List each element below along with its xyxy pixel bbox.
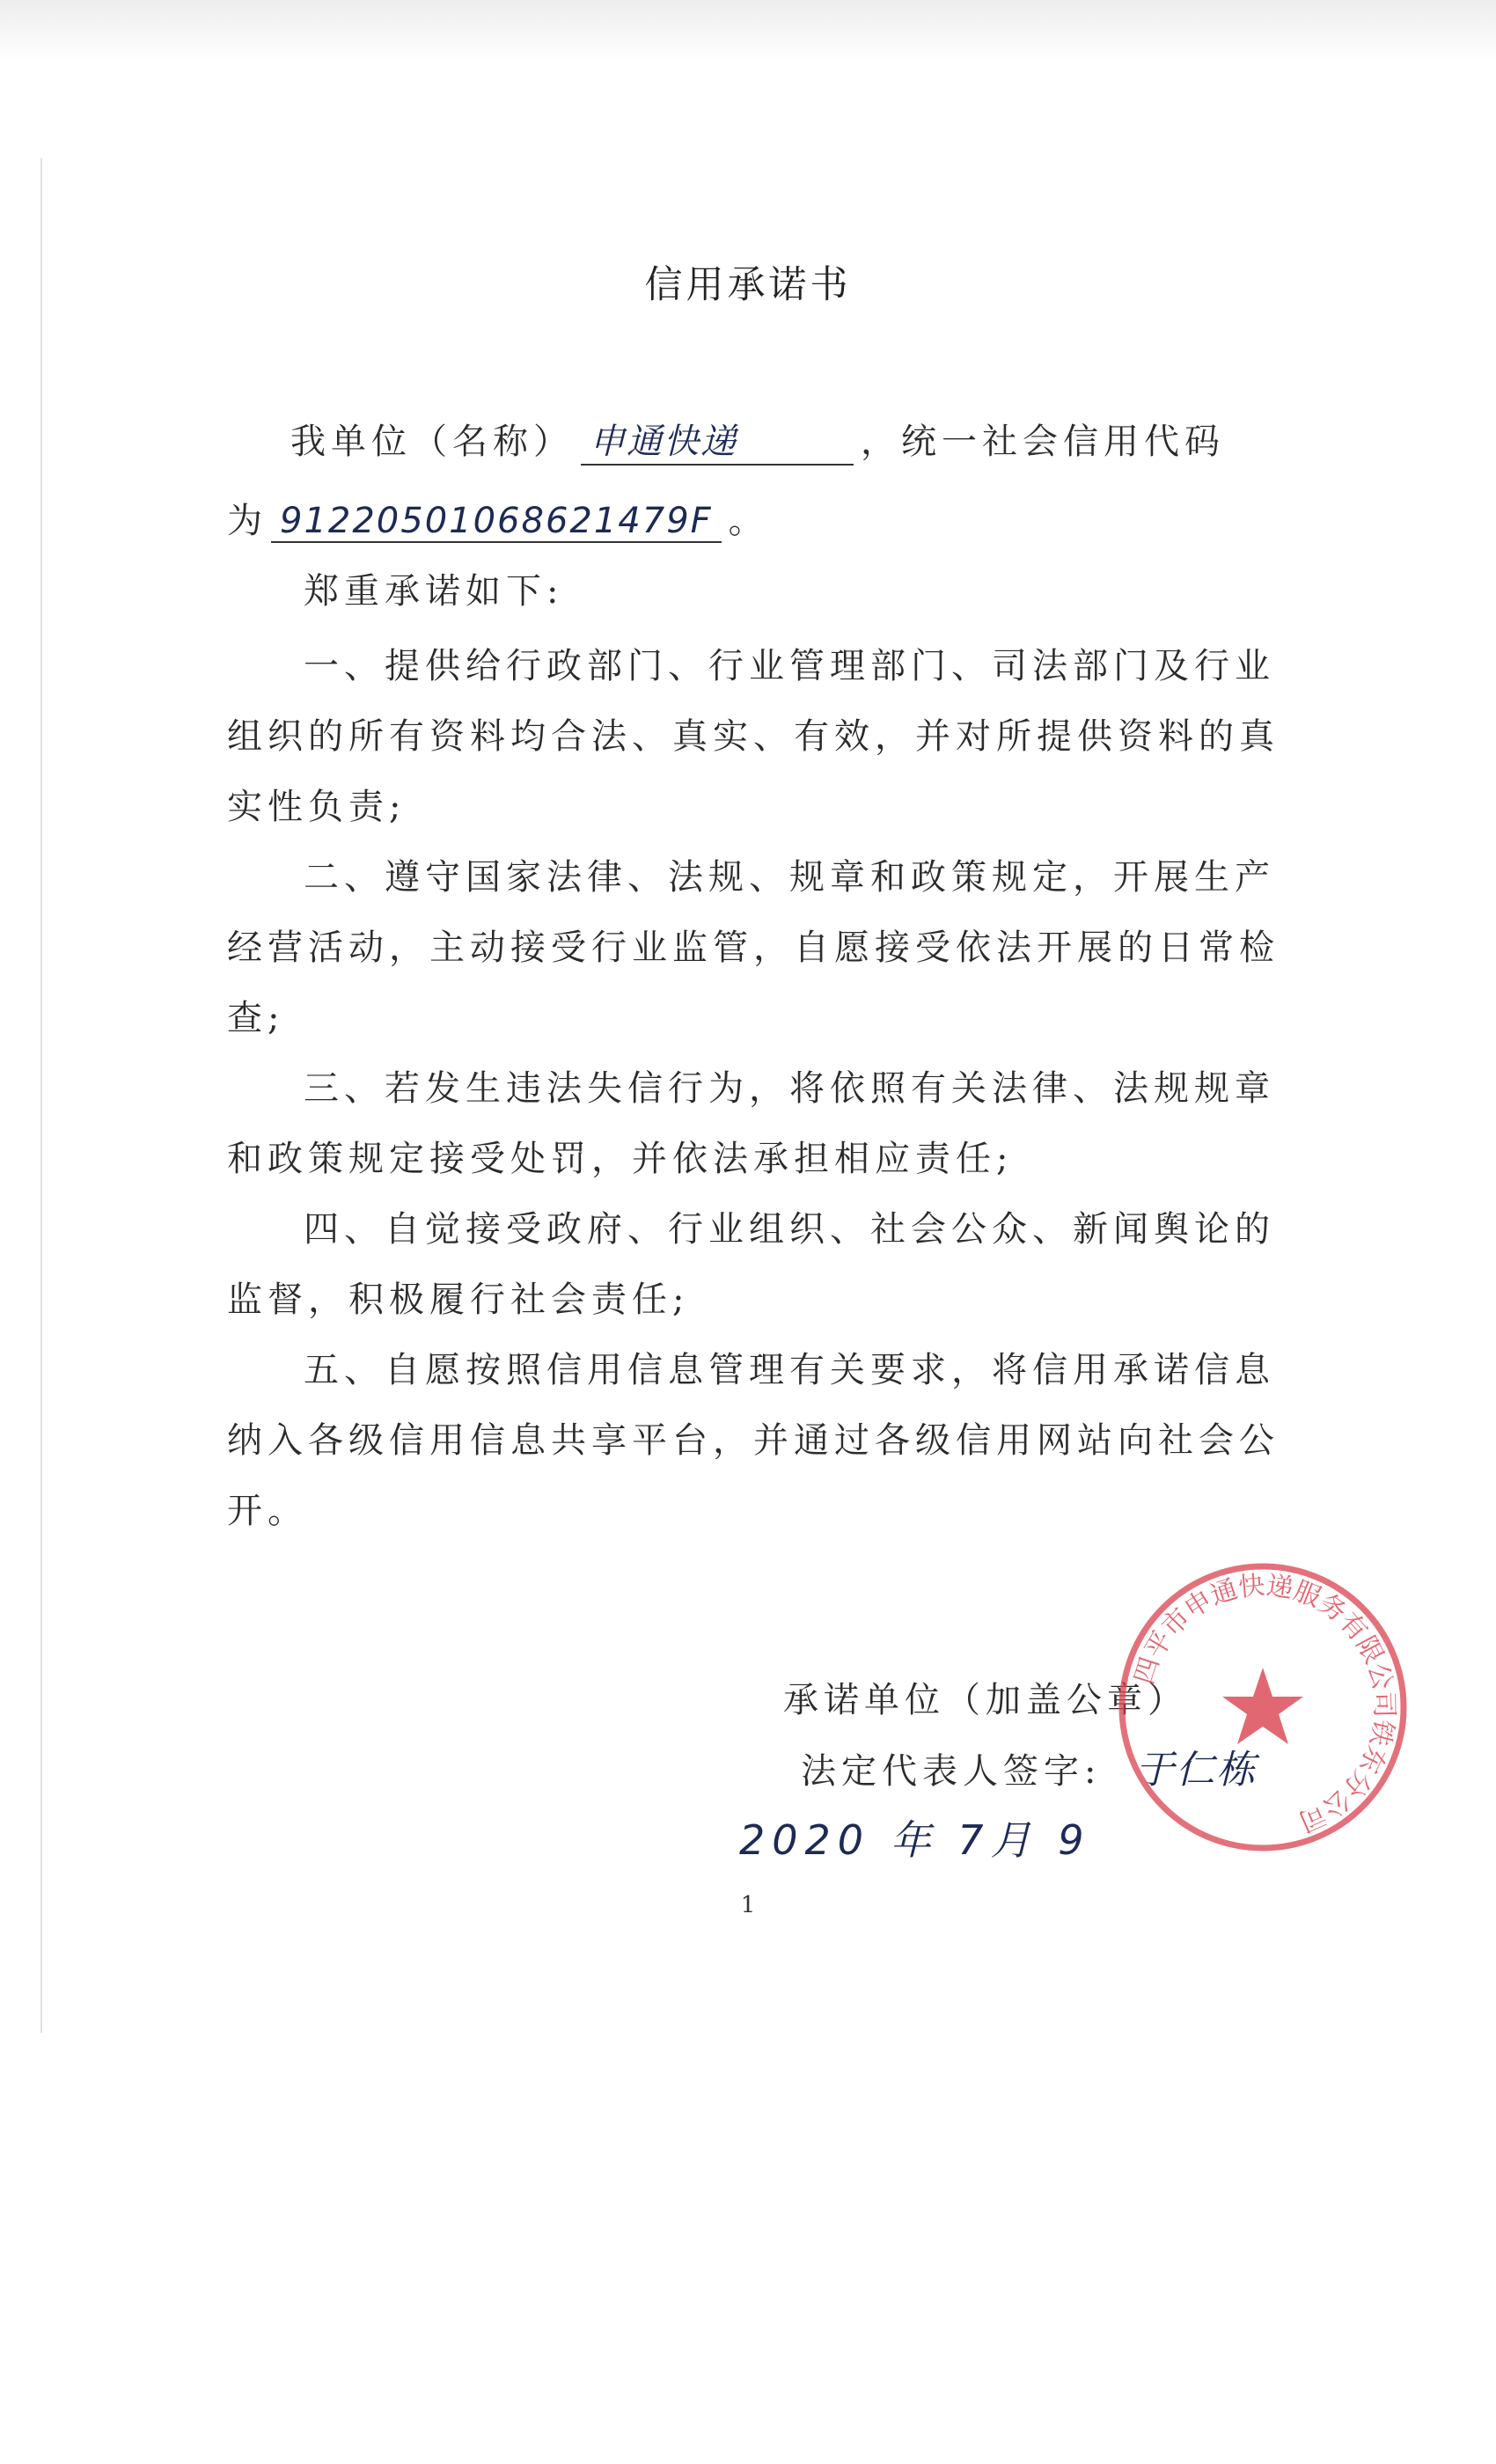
para-4-line-1: 四、自觉接受政府、行业组织、社会公众、新闻舆论的 [304, 1209, 1275, 1250]
intro-line-2 [227, 493, 769, 543]
seal-text: 四平市申通快递服务有限公司铁东分公司 [1128, 1570, 1400, 1837]
company-seal [1113, 1558, 1412, 1857]
intro-line2-suffix: 。 [728, 501, 769, 541]
para-2-line-1: 二、遵守国家法律、法规、规章和政策规定，开展生产 [304, 857, 1275, 898]
seal-star-icon [1222, 1668, 1303, 1744]
document-title: 信用承诺书 [644, 263, 852, 307]
page-number: 1 [740, 1892, 756, 1918]
intro-middle: ，统一社会信用代码 [861, 422, 1225, 462]
para-5-line-3: 开。 [227, 1491, 308, 1531]
para-1-line-2: 组织的所有资料均合法、真实、有效，并对所提供资料的真 [227, 716, 1280, 757]
company-name-handwritten: 申通快递 [590, 422, 737, 462]
legal-rep-signature: 于仁栋 [1135, 1748, 1258, 1793]
intro-line2-prefix: 为 [227, 501, 268, 541]
para-4-line-2: 监督，积极履行社会责任; [227, 1280, 690, 1320]
para-5-line-1: 五、自愿按照信用信息管理有关要求，将信用承诺信息 [304, 1350, 1275, 1390]
para-3-line-2: 和政策规定接受处罚，并依法承担相应责任; [227, 1139, 1014, 1179]
credit-code-field [271, 501, 722, 543]
promise-unit-label: 承诺单位（加盖公章） [783, 1680, 1188, 1720]
para-2-line-2: 经营活动，主动接受行业监管，自愿接受依法开展的日常检 [227, 928, 1280, 968]
para-1-line-3: 实性负责; [227, 787, 407, 827]
para-3-line-1: 三、若发生违法失信行为，将依照有关法律、法规规章 [304, 1068, 1275, 1109]
para-1-line-1: 一、提供给行政部门、行业管理部门、司法部门及行业 [304, 646, 1275, 686]
intro-line-1 [290, 414, 1225, 466]
signature-date: 2020 年 7月 9 [739, 1816, 1091, 1864]
para-5-line-2: 纳入各级信用信息共享平台，并通过各级信用网站向社会公 [227, 1420, 1280, 1461]
commit-heading: 郑重承诺如下: [304, 571, 564, 612]
scan-edge-line [40, 158, 42, 2033]
para-2-line-3: 查; [227, 998, 285, 1038]
company-name-field [581, 414, 854, 466]
scan-shadow-top [0, 0, 1496, 62]
legal-rep-label: 法定代表人签字: [801, 1751, 1102, 1792]
intro-prefix: 我单位（名称） [290, 422, 574, 462]
credit-code-handwritten: 91220501068621479F [280, 501, 713, 541]
